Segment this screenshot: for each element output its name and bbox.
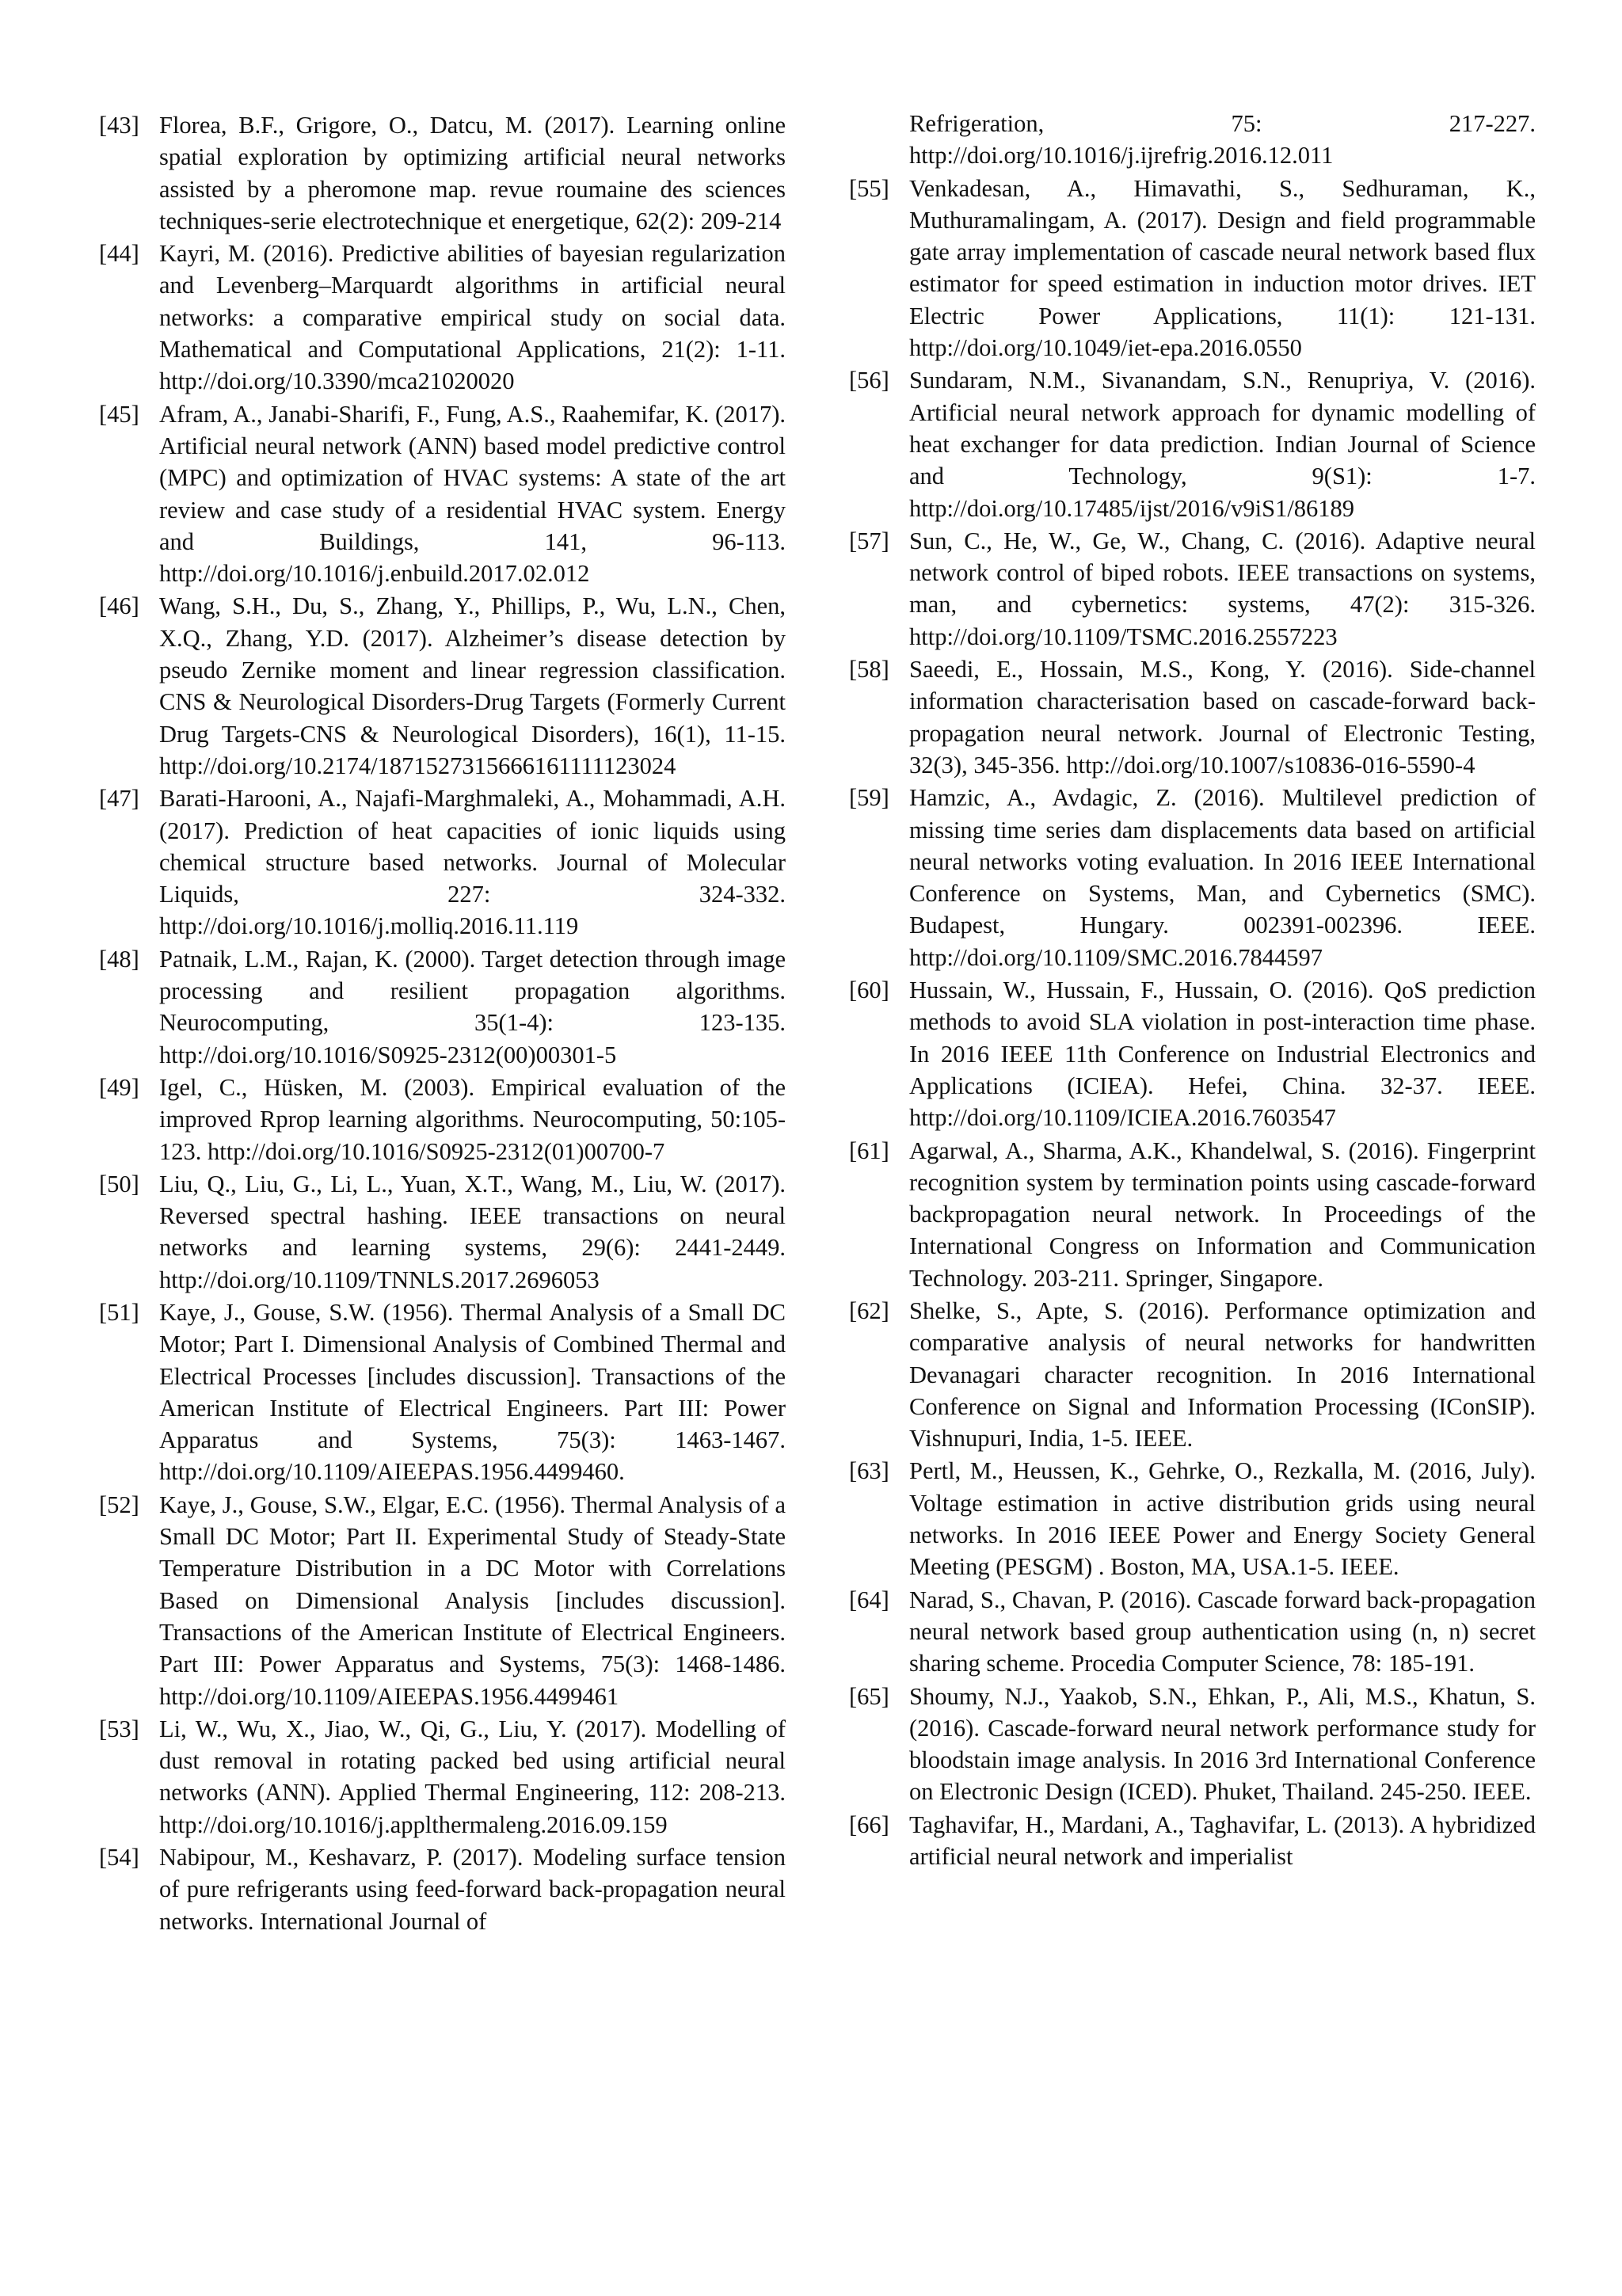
reference-text: Sundaram, N.M., Sivanandam, S.N., Renupriya, V. (2016). Artificial neural network approach for dynamic modelling of heat exchanger for data prediction. Indian Journal of Science and Technology, 9(S1): 1-7. http://doi.org/10.17485/ijst/2016/v9iS1/86189	[909, 367, 1536, 522]
reference-continuation	[849, 108, 1536, 172]
reference-text: Li, W., Wu, X., Jiao, W., Qi, G., Liu, Y. (2017). Modelling of dust removal in rotating packed bed using artificial neural networks (ANN). Applied Thermal Engineering, 112: 208-213. http://doi.org/10.1016/j.applthermaleng.2016.09.159	[159, 1715, 786, 1838]
reference-entry	[99, 238, 786, 397]
reference-entry	[849, 653, 1536, 781]
reference-entry	[849, 173, 1536, 364]
reference-text: Shoumy, N.J., Yaakob, S.N., Ehkan, P., Ali, M.S., Khatun, S. (2016). Cascade-forward neural network performance study for bloodstain image analysis. In 2016 3rd International Conference on Electronic Design (ICED). Phuket, Thailand. 245-250. IEEE.	[909, 1682, 1536, 1806]
reference-text: Liu, Q., Liu, G., Li, L., Yuan, X.T., Wang, M., Liu, W. (2017). Reversed spectral hashing. IEEE transactions on neural networks and learning systems, 29(6): 2441-2449. http://doi.org/10.1109/TNNLS.2017.2696053	[159, 1170, 786, 1293]
reference-number: [65]	[849, 1682, 889, 1710]
reference-number: [47]	[99, 785, 139, 813]
reference-number: [62]	[849, 1296, 889, 1324]
reference-entry	[849, 974, 1536, 1133]
reference-entry	[849, 1135, 1536, 1294]
reference-text: Kayri, M. (2016). Predictive abilities of bayesian regularization and Levenberg–Marquardt algorithms in artificial neural networks: a comparative empirical study on social data. Mathematical and Computational Applications, 21(2): 1-11. http://doi.org/10.3390/mca21020020	[159, 240, 786, 395]
reference-number: [43]	[99, 112, 139, 139]
right-column	[849, 108, 1536, 1873]
reference-text: Kaye, J., Gouse, S.W. (1956). Thermal Analysis of a Small DC Motor; Part I. Dimensional Analysis of Combined Thermal and Electrical Processes [includes discussion]. Transactions of the American Institute of Electrical Engineers. Part III: Power Apparatus and Systems, 75(3): 1463-1467. http://doi.org/10.1109/AIEEPAS.1956.4499460.	[159, 1298, 786, 1486]
reference-text: Venkadesan, A., Himavathi, S., Sedhuraman, K., Muthuramalingam, A. (2017). Design and field programmable gate array implementation of cascade neural network based flux estimator for speed estimation in induction motor drives. IET Electric Power Applications, 11(1): 121-131. http://doi.org/10.1049/iet-epa.2016.0550	[909, 174, 1536, 362]
reference-entry	[99, 1296, 786, 1488]
reference-number: [44]	[99, 240, 139, 268]
reference-entry	[99, 782, 786, 942]
reference-entry	[99, 943, 786, 1071]
reference-number: [66]	[849, 1811, 889, 1838]
reference-text: Wang, S.H., Du, S., Zhang, Y., Phillips, P., Wu, L.N., Chen, X.Q., Zhang, Y.D. (2017). Alzheimer’s disease detection by pseudo Zernike moment and linear regression classification. CNS & Neurological Disorders-Drug Targets (Formerly Current Drug Targets-CNS & Neurological Disorders), 16(1), 11-15. http://doi.org/10.2174/1871527315666161111123024	[159, 592, 786, 779]
reference-text: Florea, B.F., Grigore, O., Datcu, M. (2017). Learning online spatial exploration by optimizing artificial neural networks assisted by a pheromone map. revue roumaine des sciences techniques-serie electrotechnique et energetique, 62(2): 209-214	[159, 112, 786, 234]
reference-text: Hussain, W., Hussain, F., Hussain, O. (2016). QoS prediction methods to avoid SLA violation in post-interaction time phase. In 2016 IEEE 11th Conference on Industrial Electronics and Applications (ICIEA). Hefei, China. 32-37. IEEE. http://doi.org/10.1109/ICIEA.2016.7603547	[909, 977, 1536, 1132]
reference-entry	[99, 1072, 786, 1167]
reference-text: Kaye, J., Gouse, S.W., Elgar, E.C. (1956). Thermal Analysis of a Small DC Motor; Part II. Experimental Study of Steady-State Temperature Distribution in a DC Motor with Correlations Based on Dimensional Analysis [includes discussion]. Transactions of the American Institute of Electrical Engineers. Part III: Power Apparatus and Systems, 75(3): 1468-1486. http://doi.org/10.1109/AIEEPAS.1956.4499461	[159, 1491, 786, 1710]
reference-number: [48]	[99, 945, 139, 973]
reference-text: Taghavifar, H., Mardani, A., Taghavifar, L. (2013). A hybridized artificial neural network and imperialist	[909, 1811, 1536, 1871]
reference-text: Patnaik, L.M., Rajan, K. (2000). Target detection through image processing and resilient propagation algorithms. Neurocomputing, 35(1-4): 123-135. http://doi.org/10.1016/S0925-2312(00)00301-5	[159, 945, 786, 1068]
reference-number: [53]	[99, 1715, 139, 1742]
reference-number: [55]	[849, 174, 889, 202]
reference-entry	[849, 1681, 1536, 1808]
reference-text: Shelke, S., Apte, S. (2016). Performance optimization and comparative analysis of neural networks for handwritten Devanagari character recognition. In 2016 International Conference on Signal and Information Processing (IConSIP). Vishnupuri, India, 1-5. IEEE.	[909, 1296, 1536, 1453]
left-column	[99, 109, 786, 1938]
reference-text: Narad, S., Chavan, P. (2016). Cascade forward back-propagation neural network based group authentication using (n, n) secret sharing scheme. Procedia Computer Science, 78: 185-191.	[909, 1586, 1536, 1677]
reference-entry	[849, 782, 1536, 973]
reference-number: [63]	[849, 1457, 889, 1485]
reference-text: Sun, C., He, W., Ge, W., Chang, C. (2016). Adaptive neural network control of biped robots. IEEE transactions on systems, man, and cybernetics: systems, 47(2): 315-326. http://doi.org/10.1109/TSMC.2016.2557223	[909, 527, 1536, 650]
reference-entry	[99, 1489, 786, 1712]
reference-entry	[99, 398, 786, 590]
reference-number: [54]	[99, 1844, 139, 1871]
reference-number: [46]	[99, 592, 139, 620]
reference-number: [51]	[99, 1298, 139, 1326]
reference-text: Nabipour, M., Keshavarz, P. (2017). Modeling surface tension of pure refrigerants using feed-forward back-propagation neural networks. International Journal of	[159, 1844, 786, 1935]
reference-number: [45]	[99, 400, 139, 428]
reference-text: Igel, C., Hüsken, M. (2003). Empirical evaluation of the improved Rprop learning algorithms. Neurocomputing, 50:105-123. http://doi.org/10.1016/S0925-2312(01)00700-7	[159, 1073, 786, 1165]
reference-entry	[849, 1455, 1536, 1582]
reference-number: [60]	[849, 977, 889, 1004]
reference-entry	[849, 1295, 1536, 1454]
reference-entry	[99, 109, 786, 237]
reference-number: [61]	[849, 1137, 889, 1164]
reference-entry	[99, 1841, 786, 1937]
reference-number: [52]	[99, 1491, 139, 1518]
reference-entry	[849, 1584, 1536, 1680]
reference-number: [57]	[849, 527, 889, 554]
reference-entry	[99, 590, 786, 782]
reference-text: Saeedi, E., Hossain, M.S., Kong, Y. (2016). Side-channel information characterisation based on cascade-forward back-propagation neural network. Journal of Electronic Testing, 32(3), 345-356. http://doi.org/10.1007/s10836-016-5590-4	[909, 656, 1536, 779]
reference-entry	[849, 364, 1536, 524]
reference-text: Afram, A., Janabi-Sharifi, F., Fung, A.S., Raahemifar, K. (2017). Artificial neural network (ANN) based model predictive control (MPC) and optimization of HVAC systems: A state of the art review and case study of a residential HVAC system. Energy and Buildings, 141, 96-113. http://doi.org/10.1016/j.enbuild.2017.02.012	[159, 400, 786, 588]
reference-entry	[99, 1168, 786, 1296]
reference-number: [49]	[99, 1073, 139, 1101]
reference-text: Hamzic, A., Avdagic, Z. (2016). Multilevel prediction of missing time series dam displacements data based on artificial neural networks voting evaluation. In 2016 IEEE International Conference on Systems, Man, and Cybernetics (SMC). Budapest, Hungary. 002391-002396. IEEE. http://doi.org/10.1109/SMC.2016.7844597	[909, 784, 1536, 971]
reference-number: [56]	[849, 367, 889, 394]
reference-text: Barati-Harooni, A., Najafi-Marghmaleki, A., Mohammadi, A.H. (2017). Prediction of heat capacities of ionic liquids using chemical structure based networks. Journal of Molecular Liquids, 227: 324-332. http://doi.org/10.1016/j.molliq.2016.11.119	[159, 785, 786, 940]
reference-number: [64]	[849, 1586, 889, 1613]
reference-entry	[849, 1809, 1536, 1873]
reference-text: Refrigeration, 75: 217-227. http://doi.org/10.1016/j.ijrefrig.2016.12.011	[909, 110, 1536, 169]
reference-entry	[99, 1713, 786, 1841]
reference-number: [59]	[849, 784, 889, 812]
reference-number: [58]	[849, 656, 889, 683]
reference-text: Agarwal, A., Sharma, A.K., Khandelwal, S. (2016). Fingerprint recognition system by termination points using cascade-forward backpropagation neural network. In Proceedings of the International Congress on Information and Communication Technology. 203-211. Springer, Singapore.	[909, 1137, 1536, 1292]
reference-entry	[849, 525, 1536, 653]
reference-text: Pertl, M., Heussen, K., Gehrke, O., Rezkalla, M. (2016, July). Voltage estimation in active distribution grids using neural networks. In 2016 IEEE Power and Energy Society General Meeting (PESGM) . Boston, MA, USA.1-5. IEEE.	[909, 1457, 1536, 1581]
reference-number: [50]	[99, 1170, 139, 1197]
